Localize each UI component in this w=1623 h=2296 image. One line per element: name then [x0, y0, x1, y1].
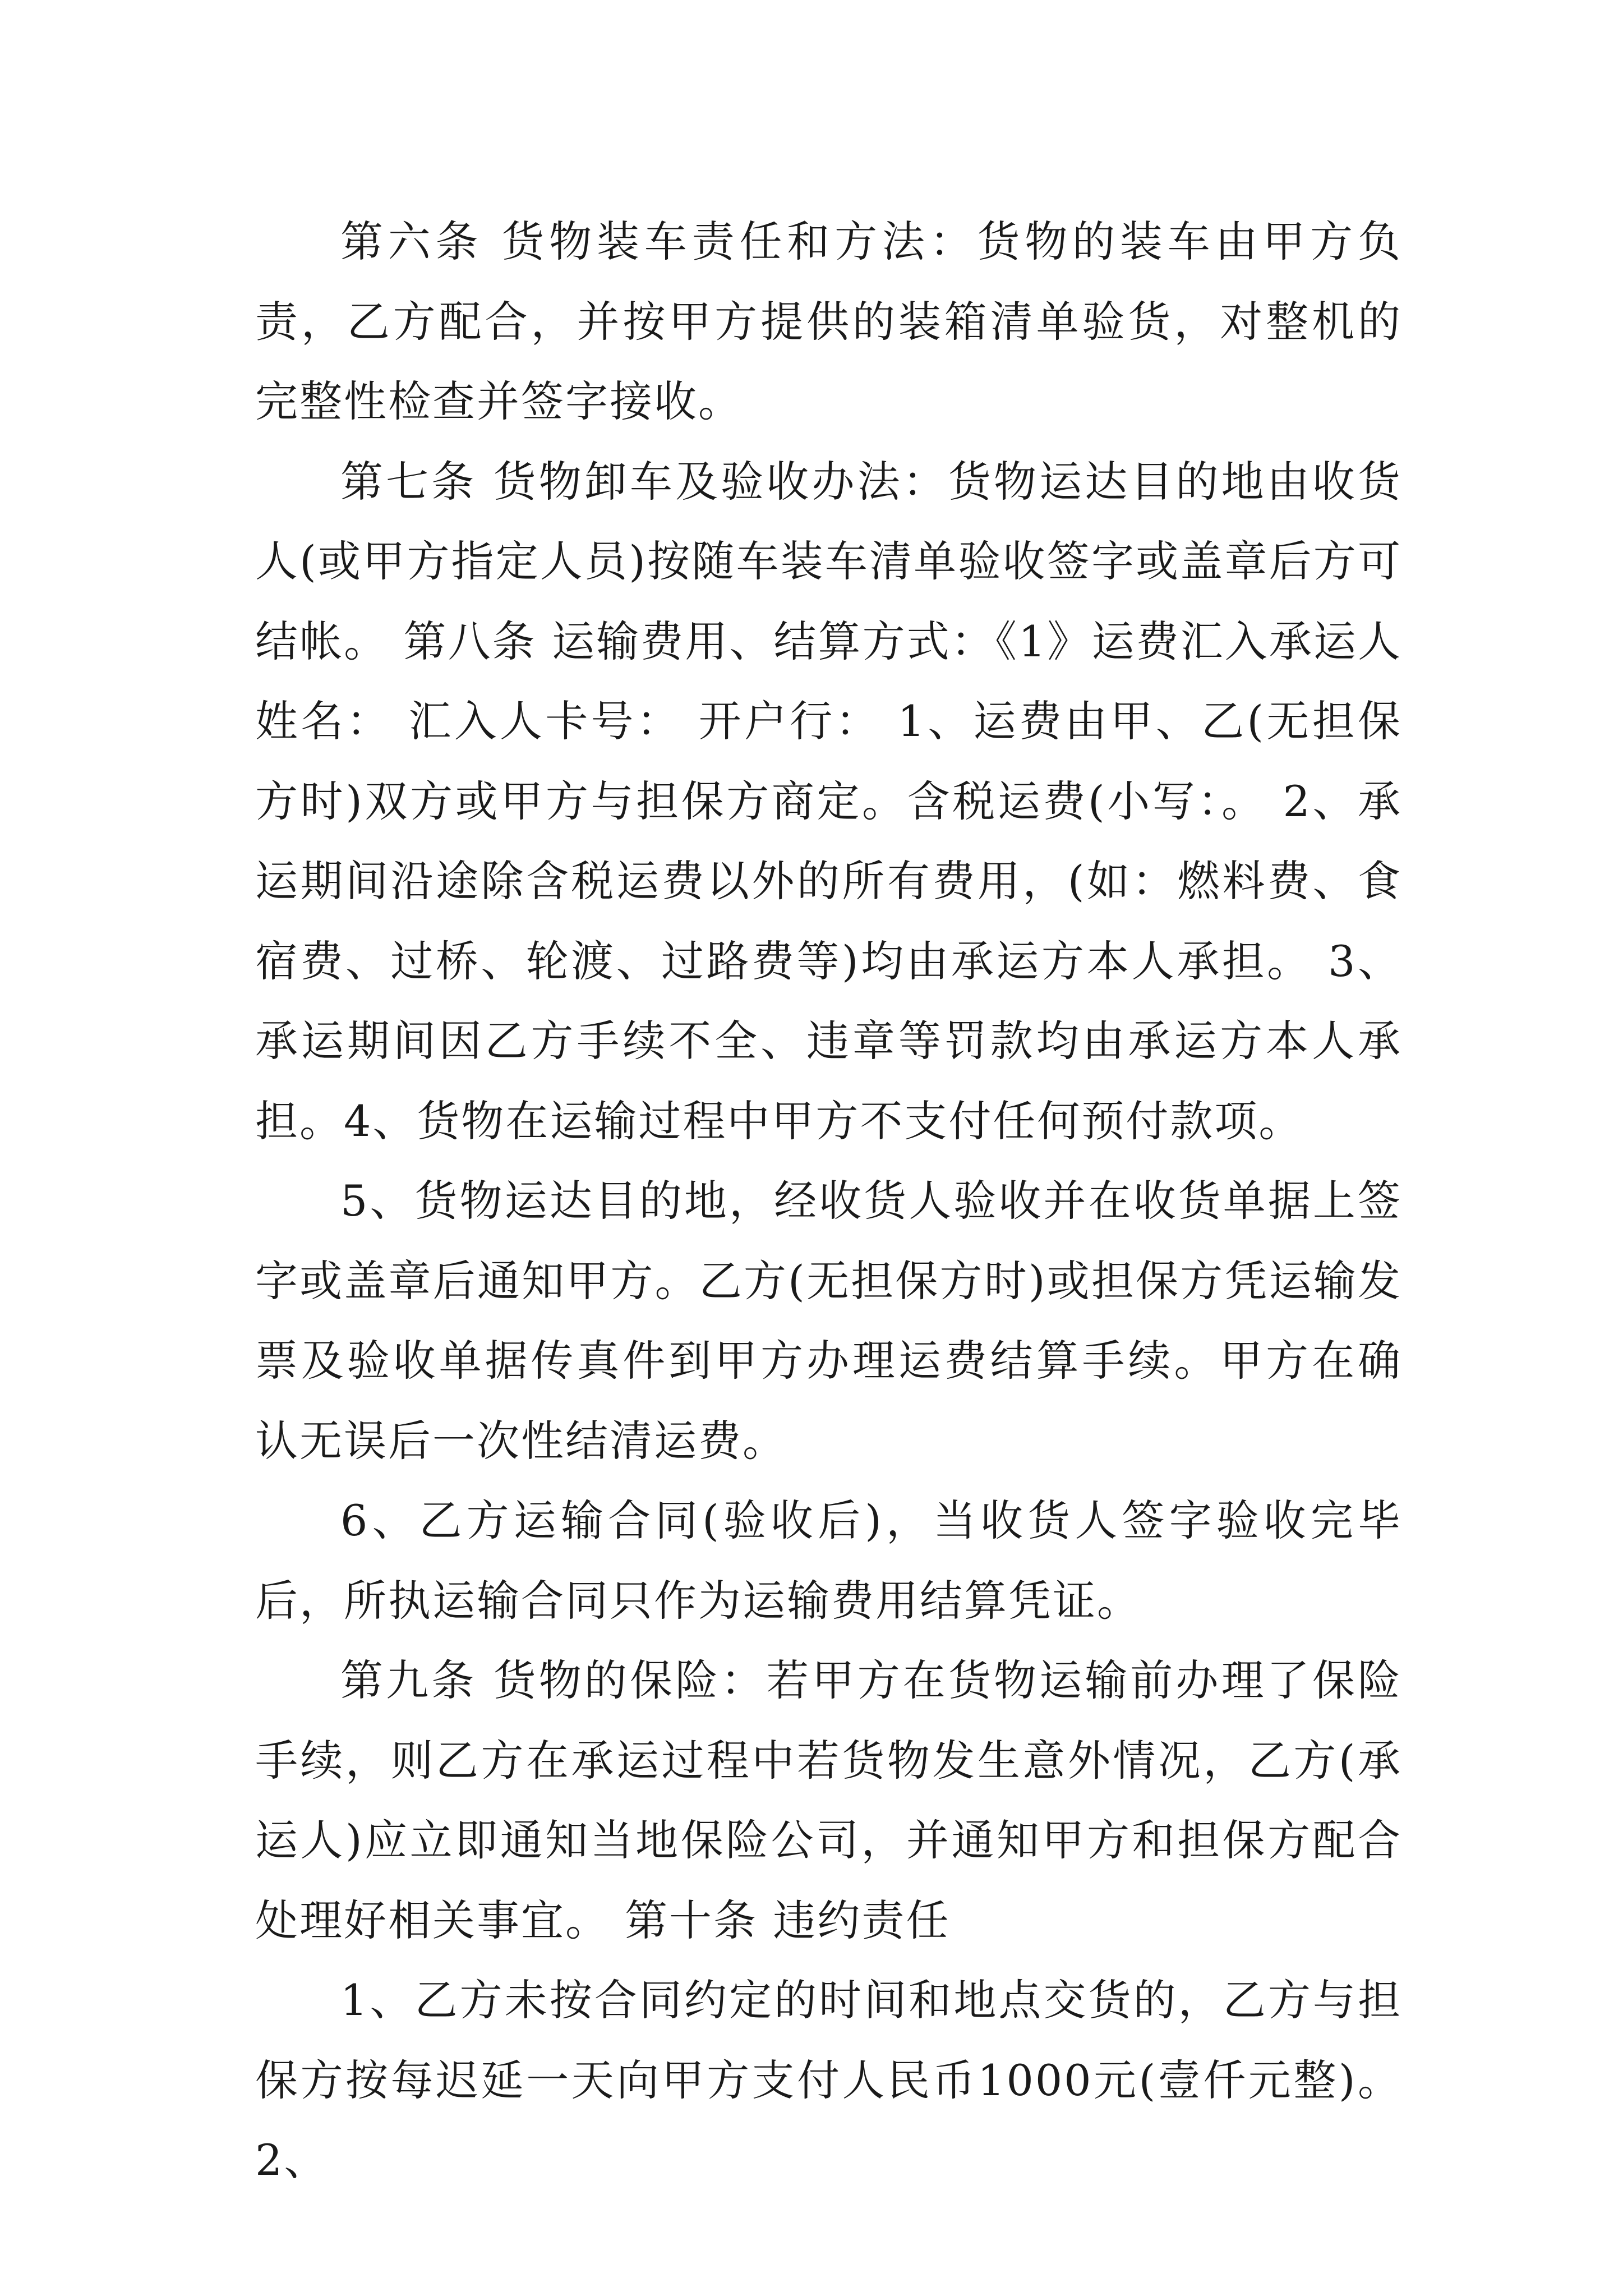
paragraph-article-9-10: 第九条 货物的保险：若甲方在货物运输前办理了保险手续，则乙方在承运过程中若货物发生意外情况，乙方(承运人)应立即通知当地保险公司，并通知甲方和担保方配合处理好相关事宜。 第十条 违约责任 [255, 1655, 1402, 1945]
paragraph-item-5: 5、货物运达目的地，经收货人验收并在收货单据上签字或盖章后通知甲方。乙方(无担保方时)或担保方凭运输发票及验收单据传真件到甲方办理运费结算手续。甲方在确认无误后一次性结清运费。 [255, 1176, 1402, 1466]
contract-body [255, 202, 1402, 2201]
paragraph-breach-item-1: 1、乙方未按合同约定的时间和地点交货的，乙方与担保方按每迟延一天向甲方支付人民币1000元(壹仟元整)。2、 [255, 1975, 1402, 2185]
paragraph-item-6: 6、乙方运输合同(验收后)，当收货人签字验收完毕后，所执运输合同只作为运输费用结算凭证。 [255, 1496, 1402, 1626]
paragraph-article-7-8: 第七条 货物卸车及验收办法：货物运达目的地由收货人(或甲方指定人员)按随车装车清单验收签字或盖章后方可结帐。 第八条 运输费用、结算方式：《1》运费汇入承运人姓名： 汇入人卡号： 开户行： 1、运费由甲、乙(无担保方时)双方或甲方与担保方商定。含税运费(小写：。 2、承运期间沿途除含税运费以外的所有费用，(如：燃料费、食宿费、过桥、轮渡、过路费等)均由承运方本人承担。 3、承运期间因乙方手续不全、违章等罚款均由承运方本人承担。4、货物在运输过程中甲方不支付任何预付款项。 [255, 456, 1402, 1146]
paragraph-article-6: 第六条 货物装车责任和方法：货物的装车由甲方负责，乙方配合，并按甲方提供的装箱清单验货，对整机的完整性检查并签字接收。 [255, 217, 1402, 426]
